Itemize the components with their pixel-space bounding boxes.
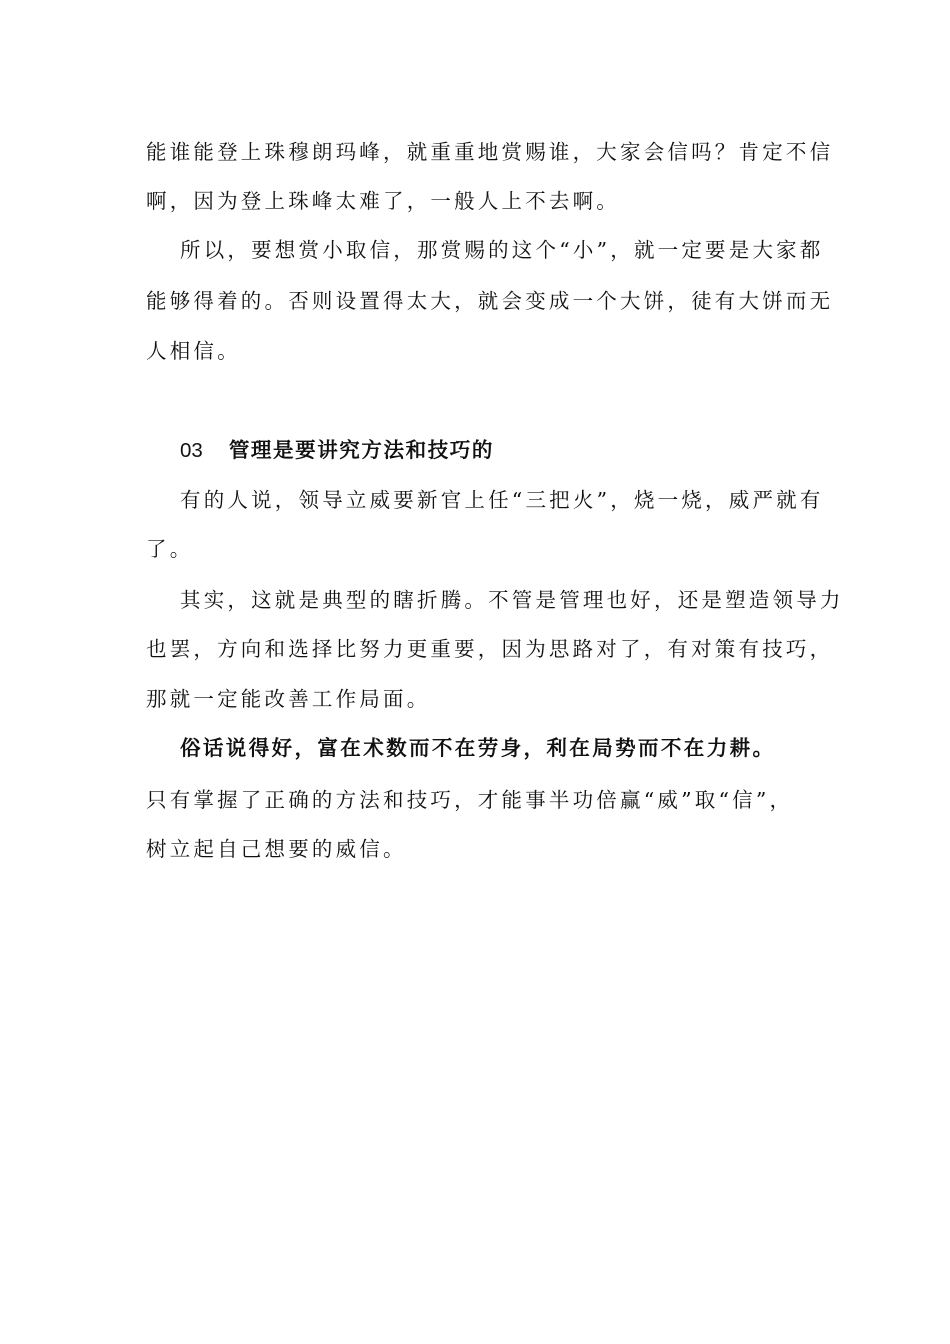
paragraph-4-line-2: 也罢，方向和选择比努力更重要，因为思路对了，有对策有技巧， bbox=[146, 637, 834, 661]
paragraph-3-line-2: 了。 bbox=[146, 537, 194, 561]
section-title: 管理是要讲究方法和技巧的 bbox=[228, 438, 495, 462]
paragraph-3-line-1: 有的人说，领导立威要新官上任“三把火”，烧一烧，威严就有 bbox=[180, 488, 824, 512]
paragraph-5-line-3: 树立起自己想要的威信。 bbox=[146, 837, 407, 861]
paragraph-5-bold-quote: 俗话说得好，富在术数而不在劳身，利在局势而不在力耕。 bbox=[180, 736, 776, 760]
paragraph-4-line-1: 其实，这就是典型的瞎折腾。不管是管理也好，还是塑造领导力 bbox=[180, 588, 844, 612]
paragraph-2-line-3: 人相信。 bbox=[146, 339, 241, 363]
paragraph-1-line-1: 能谁能登上珠穆朗玛峰，就重重地赏赐谁，大家会信吗？肯定不信 bbox=[146, 140, 834, 164]
paragraph-5-line-2: 只有掌握了正确的方法和技巧，才能事半功倍赢“威”取“信”， bbox=[146, 788, 794, 812]
paragraph-2-line-1: 所以，要想赏小取信，那赏赐的这个“小”，就一定要是大家都 bbox=[180, 238, 824, 262]
section-heading bbox=[180, 435, 494, 466]
paragraph-2-line-2: 能够得着的。否则设置得太大，就会变成一个大饼，徒有大饼而无 bbox=[146, 289, 834, 313]
paragraph-1-line-2: 啊，因为登上珠峰太难了，一般人上不去啊。 bbox=[146, 189, 620, 213]
paragraph-4-line-3: 那就一定能改善工作局面。 bbox=[146, 687, 431, 711]
section-number: 03 bbox=[180, 439, 203, 462]
